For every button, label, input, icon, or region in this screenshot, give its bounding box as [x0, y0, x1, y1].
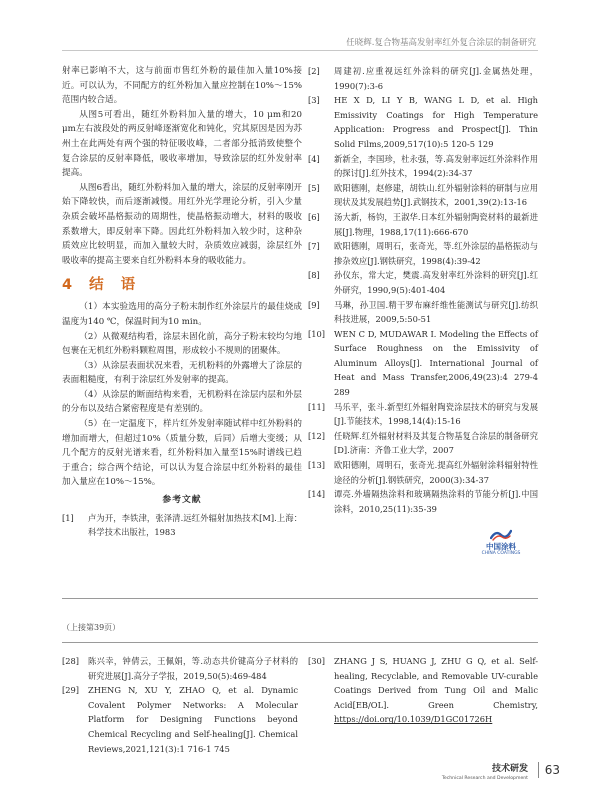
reference-body — [334, 654, 538, 727]
reference-text: 卢为开，李铁津，张泽清.远红外辐射加热技术[M].上海：科学技术出版社，1983 — [88, 512, 302, 538]
reference-number: [2] — [308, 66, 320, 76]
reference-item — [308, 93, 538, 151]
logo-name-cn: 中国涂料 — [486, 542, 516, 551]
reference-number: [8] — [308, 270, 320, 281]
reference-number: [14] — [308, 489, 326, 500]
journal-logo — [470, 528, 532, 557]
reference-number: [9] — [308, 299, 320, 310]
reference-number: [30] — [308, 656, 326, 666]
journal-name-cn: 技术研发 — [491, 764, 528, 774]
doi-link[interactable]: https://doi.org/10.1039/D1GC01726H — [334, 714, 493, 725]
reference-item — [308, 654, 538, 727]
reference-text: 陈兴幸，钟倩云，王佩娟，等.动态共价键高分子材料的研究进展[J].高分子学报，2019,50(5):469-484 — [88, 656, 298, 681]
reference-number: [5] — [308, 182, 320, 193]
reference-number: [29] — [62, 685, 80, 696]
reference-text: 马琳，孙卫国.精干罗布麻纤维性能测试与研究[J].纺织科技进展，2009,5:50-51 — [334, 299, 538, 325]
reference-item — [308, 298, 538, 327]
reference-text: 汤大新，杨钧，王淑华.日本红外辐射陶瓷材料的最新进展[J].物理，1988,17(11):666-670 — [334, 211, 538, 237]
body-paragraph: 从图5可看出，随红外粉料加入量的增大，10 μm和20 μm左右波段处的两反射峰逐渐宽化和钝化，究其原因是因为苏州土在此两处有两个强的特征吸收峰，二者部分抵消致使整个复合涂层的反射率降低，吸收率增加，导致涂层的红外发射率提高。 — [62, 109, 302, 179]
reference-text: 任晓辉.红外辐射材料及其复合物基复合涂层的制备研究[D].济南：齐鲁工业大学，2007 — [334, 430, 538, 456]
reference-number: [28] — [62, 656, 80, 666]
section-title: 4 结 语 — [62, 277, 142, 294]
reference-number: [7] — [308, 241, 320, 252]
conclusion-item: （3）从涂层表面状况来看，无机粉料的外露增大了涂层的表面粗糙度，有利于涂层红外发射率的提高。 — [62, 360, 302, 386]
journal-name-en: Technical Research and Development — [441, 776, 528, 781]
reference-item — [62, 654, 298, 683]
reference-text: ZHANG J S, HUANG J, ZHU G Q, et al. Self-healing, Recyclable, and Removable UV-curable Coatings Derived from Tung Oil and Malic Acid[EB/OL]. Green Chemistry, — [334, 656, 538, 710]
conclusion-item: （5）在一定温度下，样片红外发射率随试样中红外粉料的增加而增大，但超过10%（质量分数，后同）后增大变缓；从几个配方的反射光谱来看，红外粉料加入量至15%时谱线已趋于重合；综合两个结论，可以认为复合涂层中红外粉料的最佳加入量应在10%～15%。 — [62, 419, 302, 488]
reference-number: [12] — [308, 430, 326, 441]
reference-item — [62, 683, 298, 756]
reference-number: [1] — [62, 512, 74, 523]
reference-item — [308, 210, 538, 239]
page-number: 63 — [538, 762, 560, 778]
reference-text: 周建初.应重视远红外涂料的研究[J].金属热处理，1990(7):3-6 — [334, 66, 538, 91]
reference-item — [308, 458, 538, 487]
reference-item — [308, 327, 538, 400]
reference-item — [308, 487, 538, 516]
header-rule — [62, 50, 538, 51]
bottom-right-column — [308, 654, 538, 727]
reference-number: [4] — [308, 153, 320, 164]
reference-number: [11] — [308, 401, 326, 412]
reference-number: [10] — [308, 328, 326, 339]
section-divider — [62, 642, 538, 643]
reference-text: 孙仪东，常大定，樊震.高发射率红外涂料的研究[J].红外研究，1990,9(5):401-404 — [334, 270, 538, 295]
section-divider — [62, 598, 538, 599]
reference-number: [3] — [308, 95, 320, 106]
reference-text: 欧阳德刚，周明石，张奇光，等.红外涂层的晶格振动与掺杂效应[J].钢铁研究，1998(4):39-42 — [334, 241, 538, 266]
reference-item — [308, 64, 538, 93]
conclusion-item: （2）从微观结构看，涂层未固化前，高分子粉末较均匀地包裹在无机红外粉料颗粒周围，形成较小不规则的团聚体。 — [62, 331, 302, 357]
logo-mark-icon — [490, 528, 512, 542]
reference-text: 新新全，李国珍，杜永强，等.高发射率远红外涂料作用的探讨[J].红外技术，1994(2):34-37 — [334, 153, 538, 179]
right-column — [308, 64, 538, 516]
reference-item — [308, 152, 538, 181]
logo-name-en: CHINA COATINGS — [481, 551, 521, 556]
reference-text: HE X D, LI Y B, WANG L D, et al. High Emissivity Coatings for High Temperature Application: Progress and Prospect[J]. Thin Solid Films,2009,517(10):5 120-5 129 — [334, 95, 538, 149]
conclusion-item: （1）本实验选用的高分子粉末制作红外涂层片的最佳烧成温度为140 ℃，保温时间为10 min。 — [62, 302, 302, 327]
conclusion-item: （4）从涂层的断面结构来看，无机粉料在涂层内层和外层的分布以及结合紧密程度是有差别的。 — [62, 389, 302, 415]
body-paragraph: 从图6看出，随红外粉料加入量的增大，涂层的反射率刚开始下降较快，而后逐渐减慢。用红外光学理论分析，引入少量杂质会破坏晶格振动的周期性，使晶格振动增大，材料的吸收系数增大，即反射率下降。因此红外粉料加入较少时，这种杂质效应比较明显，而加入量较大时，杂质效应减弱，涂层红外吸收率的提高主要来自红外粉料本身的吸收能力。 — [62, 182, 302, 266]
bottom-left-column — [62, 654, 298, 756]
references-title: 参考文献 — [162, 495, 202, 506]
reference-item — [308, 268, 538, 297]
reference-number: [6] — [308, 211, 320, 222]
left-column — [62, 64, 302, 540]
reference-text: 谭亮.外墙隔热涂料和玻璃隔热涂料的节能分析[J].中国涂料，2010,25(11):35-39 — [334, 489, 538, 514]
running-head: 任晓辉.复合物基高发射率红外复合涂层的制备研究 — [346, 38, 536, 48]
journal-footer — [442, 764, 528, 782]
reference-number: [13] — [308, 460, 326, 471]
body-paragraph: 射率已影响不大，这与前面市售红外粉的最佳加入量10%接近。可以认为，不同配方的红外粉加入量应控制在10%～15%范围内较合适。 — [62, 66, 302, 106]
reference-text: 欧阳德刚，赵修建，胡铁山.红外辐射涂料的研制与应用现状及其发展趋势[J].武钢技术，2001,39(2):13-16 — [334, 182, 538, 208]
reference-item — [308, 239, 538, 268]
continued-note: （上接第39页） — [62, 623, 121, 632]
reference-item — [308, 400, 538, 429]
reference-text: ZHENG N, XU Y, ZHAO Q, et al. Dynamic Covalent Polymer Networks: A Molecular Platform for Designing Functions beyond Chemical Recycling and Self-healing[J]. Chemical Reviews,2021,121(3):1 716-1 745 — [88, 685, 298, 754]
reference-text: 马乐平，张斗.新型红外辐射陶瓷涂层技术的研究与发展[J].节能技术，1998,14(4):15-16 — [334, 401, 538, 427]
reference-item — [62, 511, 302, 540]
reference-item — [308, 429, 538, 458]
reference-text: 欧阳德刚，周明石，张奇光.提高红外辐射涂料辐射特性途径的分析[J].钢铁研究，2000(3):34-37 — [334, 460, 538, 485]
reference-text: WEN C D, MUDAWAR I. Modeling the Effects of Surface Roughness on the Emissivity of Aluminum Alloys[J]. International Journal of Heat and Mass Transfer,2006,49(23):4 279-4 289 — [334, 328, 538, 398]
reference-item — [308, 181, 538, 210]
